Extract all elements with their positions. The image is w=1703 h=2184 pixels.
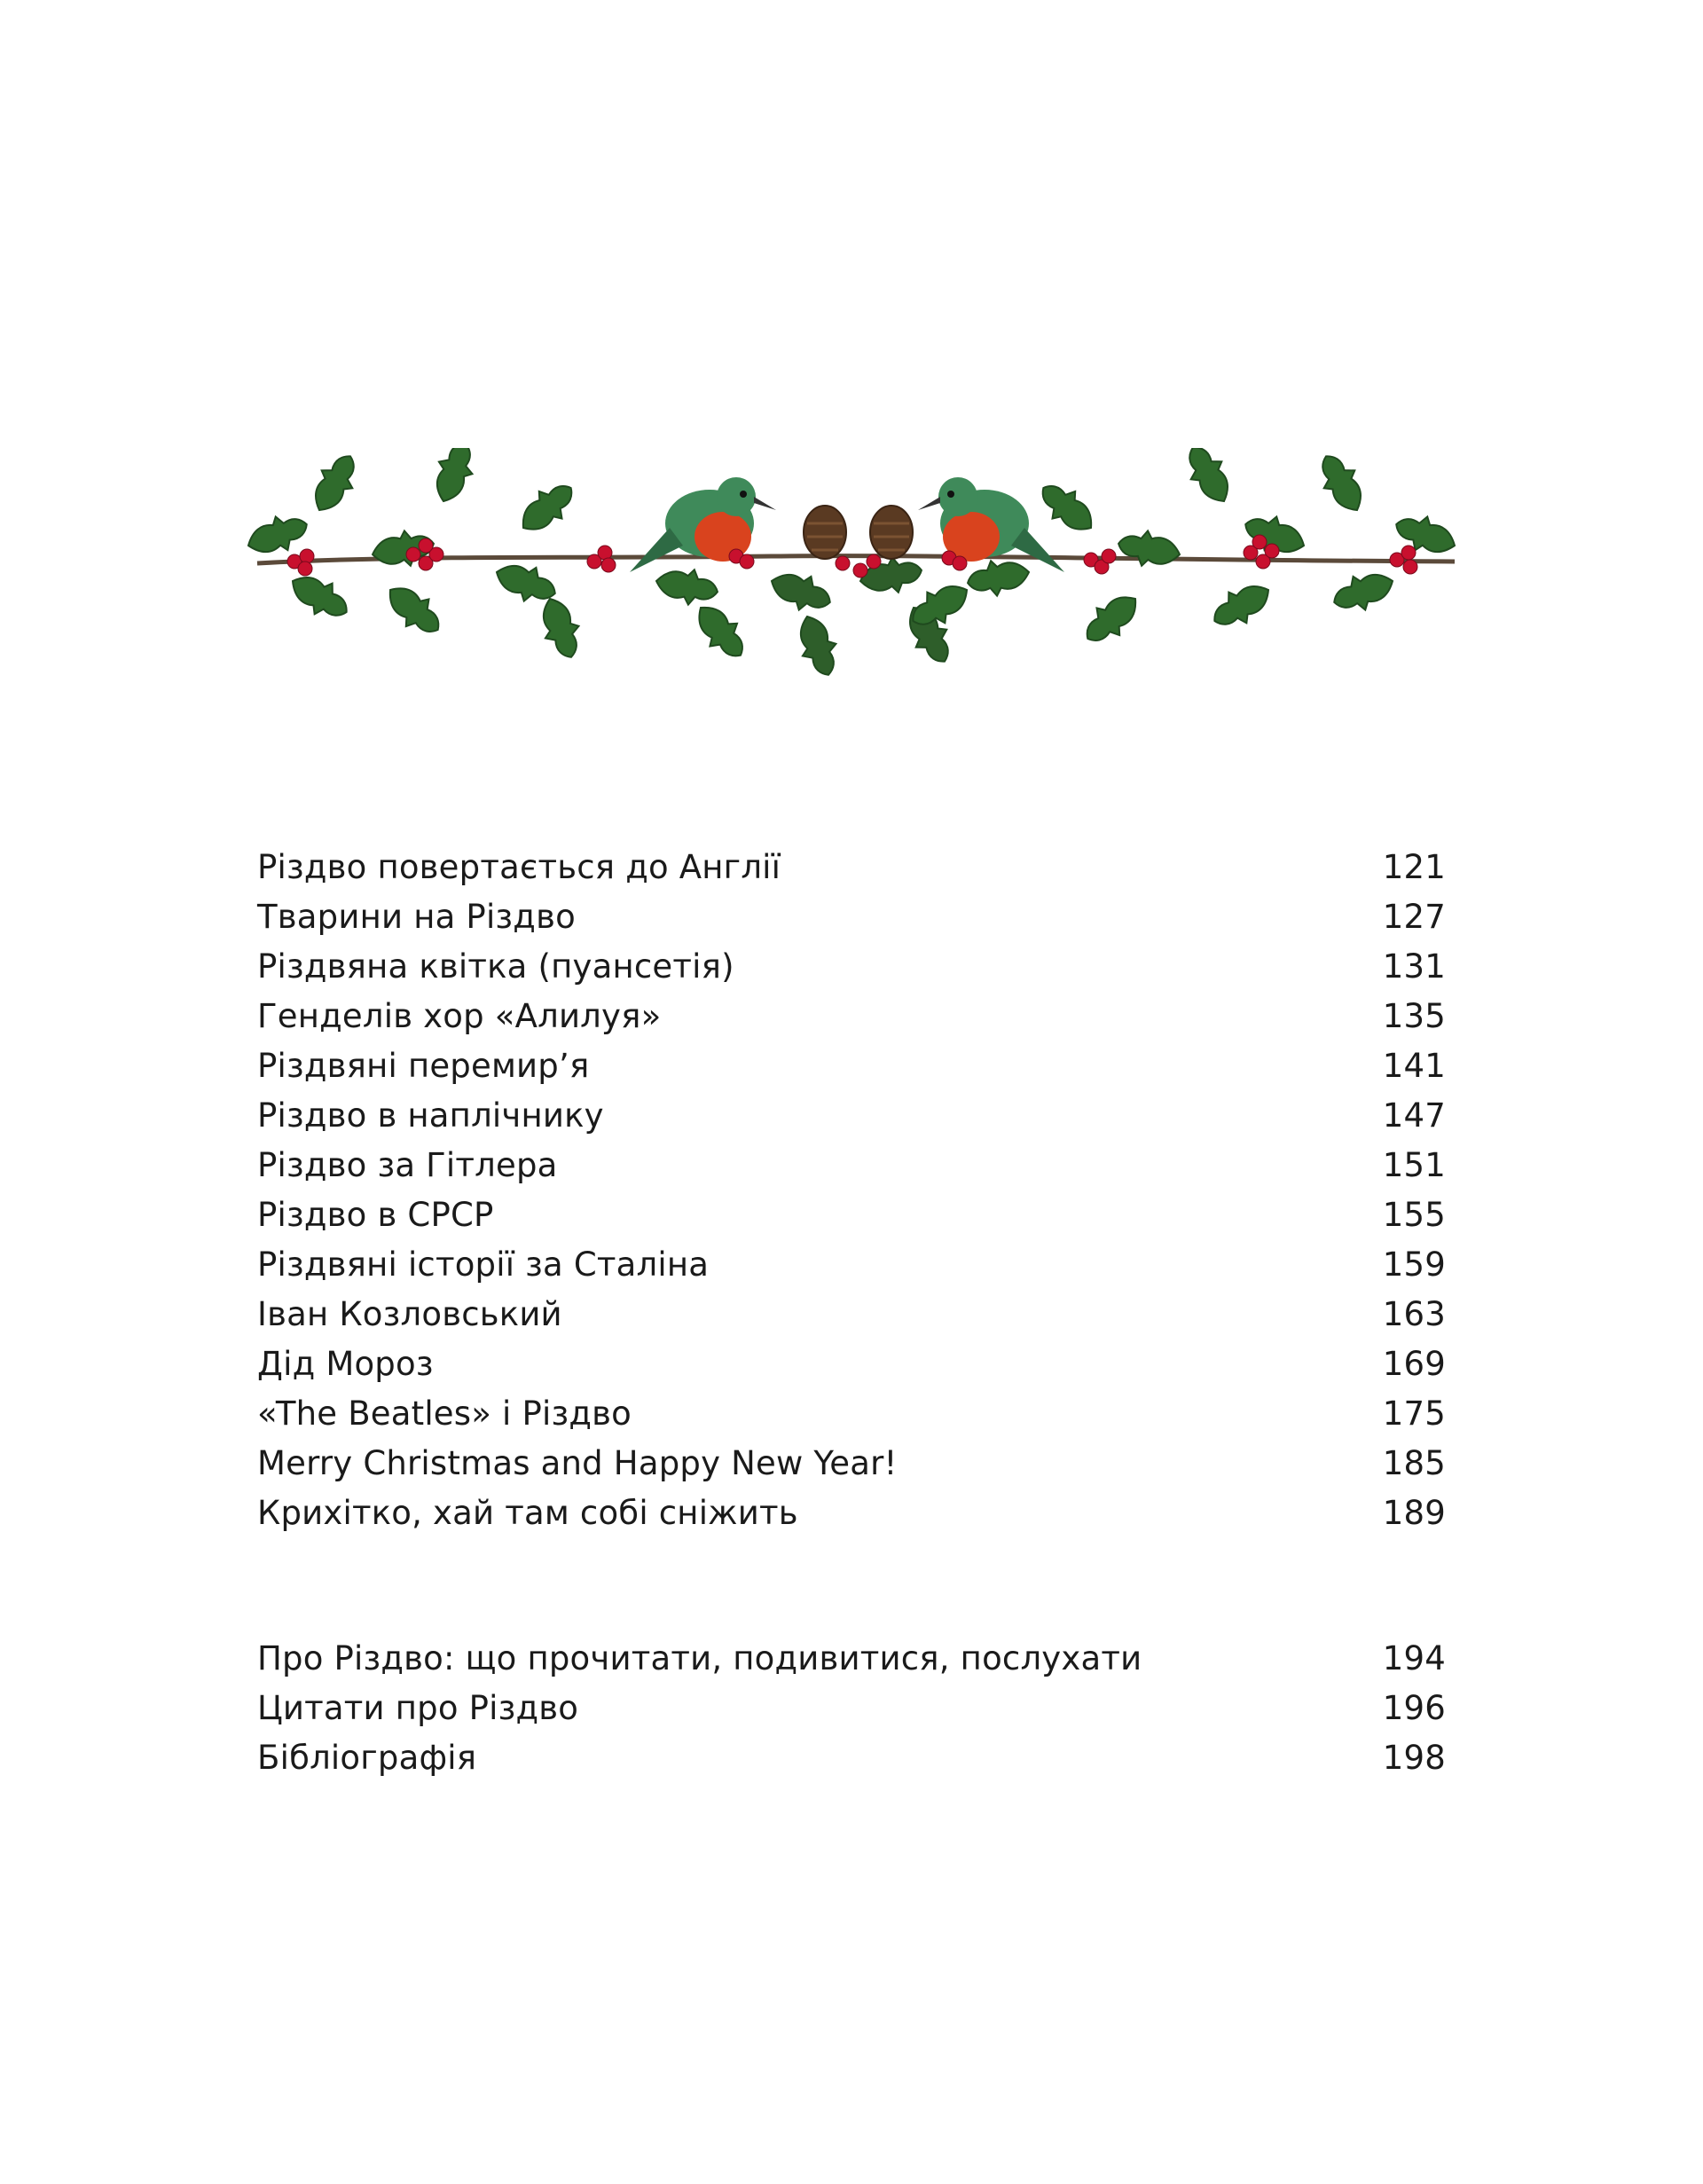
toc-entry-page: 147: [1382, 1096, 1446, 1135]
toc-entry-page: 163: [1382, 1295, 1446, 1333]
toc-entry[interactable]: [257, 992, 1446, 1041]
toc-entry-page: 151: [1382, 1146, 1446, 1184]
toc-entry-page: 127: [1382, 898, 1446, 936]
toc-entry[interactable]: [257, 1733, 1446, 1783]
toc-entry-title: Тварини на Різдво: [257, 898, 576, 936]
toc-entry-title: Різдвяні перемир’я: [257, 1047, 590, 1085]
toc-entry-title: Бібліографія: [257, 1739, 477, 1777]
holly-garland-with-birds-icon: [239, 448, 1472, 687]
toc-entry-title: Дід Мороз: [257, 1345, 434, 1383]
toc-entry-title: Цитати про Різдво: [257, 1689, 579, 1727]
toc-entry[interactable]: [257, 1684, 1446, 1733]
toc-entry-title: Різдво повертається до Англії: [257, 848, 781, 886]
table-of-contents-main: [257, 843, 1446, 1538]
toc-entry-title: Різдво в СРСР: [257, 1196, 494, 1234]
toc-entry[interactable]: [257, 1634, 1446, 1684]
toc-entry[interactable]: [257, 1489, 1446, 1538]
toc-entry-title: Крихітко, хай там собі сніжить: [257, 1494, 798, 1532]
toc-entry-page: 135: [1382, 997, 1446, 1035]
toc-entry[interactable]: [257, 1190, 1446, 1240]
toc-entry-title: Різдвяна квітка (пуансетія): [257, 947, 734, 986]
toc-entry[interactable]: [257, 892, 1446, 942]
toc-entry-title: Генделів хор «Алилуя»: [257, 997, 662, 1035]
toc-entry-page: 131: [1382, 947, 1446, 986]
toc-entry[interactable]: [257, 942, 1446, 992]
toc-entry-page: 169: [1382, 1345, 1446, 1383]
toc-entry-title: «The Beatles» і Різдво: [257, 1394, 632, 1433]
toc-entry-page: 196: [1382, 1689, 1446, 1727]
toc-entry-page: 121: [1382, 848, 1446, 886]
toc-entry[interactable]: [257, 1290, 1446, 1339]
toc-entry[interactable]: [257, 1141, 1446, 1190]
toc-entry[interactable]: [257, 1091, 1446, 1141]
toc-entry-page: 155: [1382, 1196, 1446, 1234]
toc-entry-title: Іван Козловський: [257, 1295, 562, 1333]
toc-entry-page: 198: [1382, 1739, 1446, 1777]
toc-entry-page: 159: [1382, 1245, 1446, 1284]
toc-entry-title: Merry Christmas and Happy New Year!: [257, 1444, 898, 1482]
toc-entry[interactable]: [257, 1240, 1446, 1290]
toc-entry[interactable]: [257, 1439, 1446, 1489]
toc-entry[interactable]: [257, 1041, 1446, 1091]
toc-entry-title: Про Різдво: що прочитати, подивитися, послухати: [257, 1639, 1142, 1677]
table-of-contents-appendix: [257, 1634, 1446, 1783]
toc-entry[interactable]: [257, 1389, 1446, 1439]
toc-entry[interactable]: [257, 1339, 1446, 1389]
toc-entry[interactable]: [257, 843, 1446, 892]
toc-entry-page: 194: [1382, 1639, 1446, 1677]
toc-entry-page: 189: [1382, 1494, 1446, 1532]
toc-entry-page: 185: [1382, 1444, 1446, 1482]
toc-entry-page: 141: [1382, 1047, 1446, 1085]
toc-entry-title: Різдво за Гітлера: [257, 1146, 558, 1184]
toc-entry-page: 175: [1382, 1394, 1446, 1433]
toc-entry-title: Різдво в наплічнику: [257, 1096, 604, 1135]
toc-entry-title: Різдвяні історії за Сталіна: [257, 1245, 710, 1284]
